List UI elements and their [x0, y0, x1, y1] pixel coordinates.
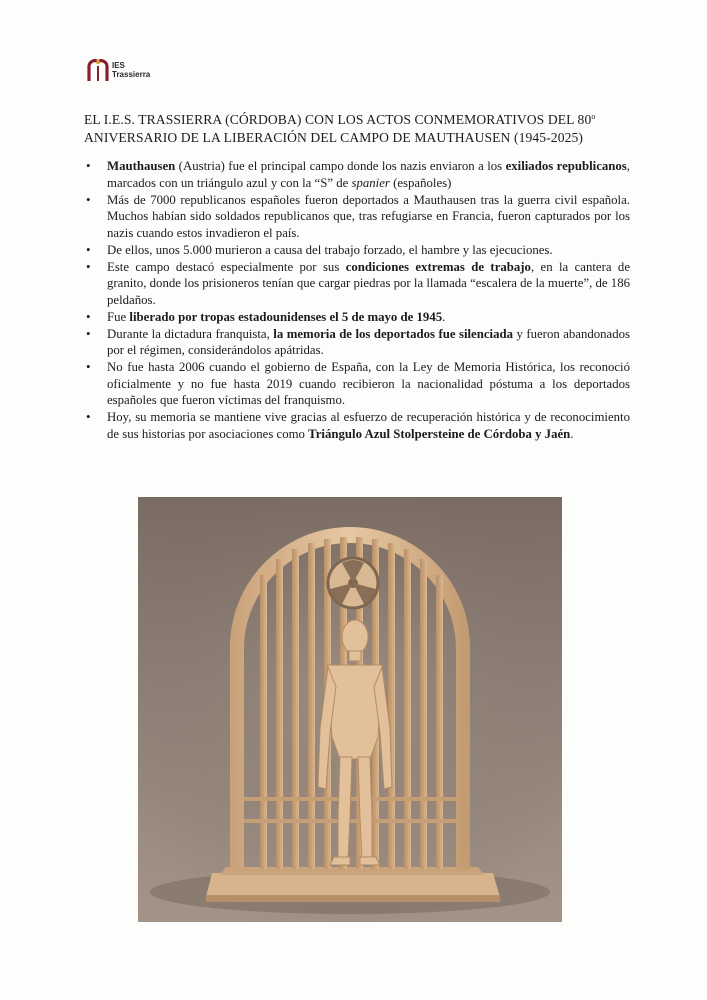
bullet-list — [84, 158, 630, 443]
text: . — [570, 426, 574, 441]
title-line-1: EL I.E.S. TRASSIERRA (CÓRDOBA) CON LOS ACTOS CONMEMORATIVOS DEL 80 — [84, 112, 592, 127]
text: Durante la dictadura franquista, — [107, 326, 274, 341]
logo-line-trassierra: Trassierra — [112, 70, 151, 79]
ies-trassierra-logo — [86, 56, 156, 86]
text: No fue hasta 2006 cuando el gobierno de España, con la Ley de Memoria Histórica, los reconoció oficialmente y no fue hasta 2019 cuando recibieron la nacionalidad póstuma a los deportados españoles que fueron víctimas del franquismo. — [107, 360, 630, 407]
text: Más de 7000 republicanos españoles fueron deportados a Mauthausen tras la guerra civil española. Muchos habían sido soldados republicanos que, tras refugiarse en Francia, fueron capturados por los nazis cuando estos invadieron el país. — [107, 192, 630, 240]
italic-text: spanier — [351, 175, 390, 190]
bold-text: Triángulo Azul Stolpersteine de Córdoba y Jaén — [308, 426, 571, 441]
text: , en la cantera de granito, donde los prisioneros tenían que cargar piedras por la llamada “escalera de la muerte”, de 186 peldaños. — [107, 259, 631, 307]
bullet-item — [84, 242, 630, 259]
text: Hoy, su memoria se mantiene vive gracias al esfuerzo de recuperación histórica y de reconocimiento de sus historias por asociaciones como — [107, 410, 630, 441]
bold-text: liberado por tropas estadounidenses el 5 de mayo de 1945 — [129, 309, 443, 324]
bold-text: exiliados republicanos — [505, 159, 627, 173]
sculpture-illustration — [138, 497, 562, 922]
text: Este campo destacó especialmente por sus — [107, 259, 346, 274]
bullet-item — [84, 309, 630, 326]
text: . — [442, 309, 446, 324]
sculpture-photo — [138, 497, 562, 922]
text: , marcados con un triángulo azul y con la “S” de — [107, 159, 630, 190]
document-title — [84, 108, 644, 147]
text: y fueron abandonados por el régimen, considerándolos apátridas. — [107, 326, 631, 357]
bullet-item — [84, 326, 630, 359]
bullet-item — [84, 409, 630, 442]
bold-text: la memoria de los deportados fue silenciada — [273, 326, 514, 341]
text: Fue — [107, 309, 130, 324]
bullet-item — [84, 158, 630, 191]
bullet-item — [84, 192, 630, 242]
title-superscript: o — [591, 112, 596, 121]
text: (españoles) — [389, 175, 452, 190]
text: (Austria) fue el principal campo donde los nazis enviaron a los — [175, 159, 506, 173]
text: De ellos, unos 5.000 murieron a causa del trabajo forzado, el hambre y las ejecuciones. — [107, 242, 553, 257]
title-line-2: ANIVERSARIO DE LA LIBERACIÓN DEL CAMPO DE MAUTHAUSEN (1945-2025) — [84, 130, 584, 145]
bold-text: Mauthausen — [107, 159, 176, 173]
bullet-item — [84, 359, 630, 409]
logo-arch-icon — [86, 56, 110, 82]
bold-text: condiciones extremas de trabajo — [345, 259, 531, 274]
bullet-item — [84, 259, 630, 309]
logo-line-ies: IES — [112, 61, 125, 70]
logo-text — [112, 61, 150, 79]
